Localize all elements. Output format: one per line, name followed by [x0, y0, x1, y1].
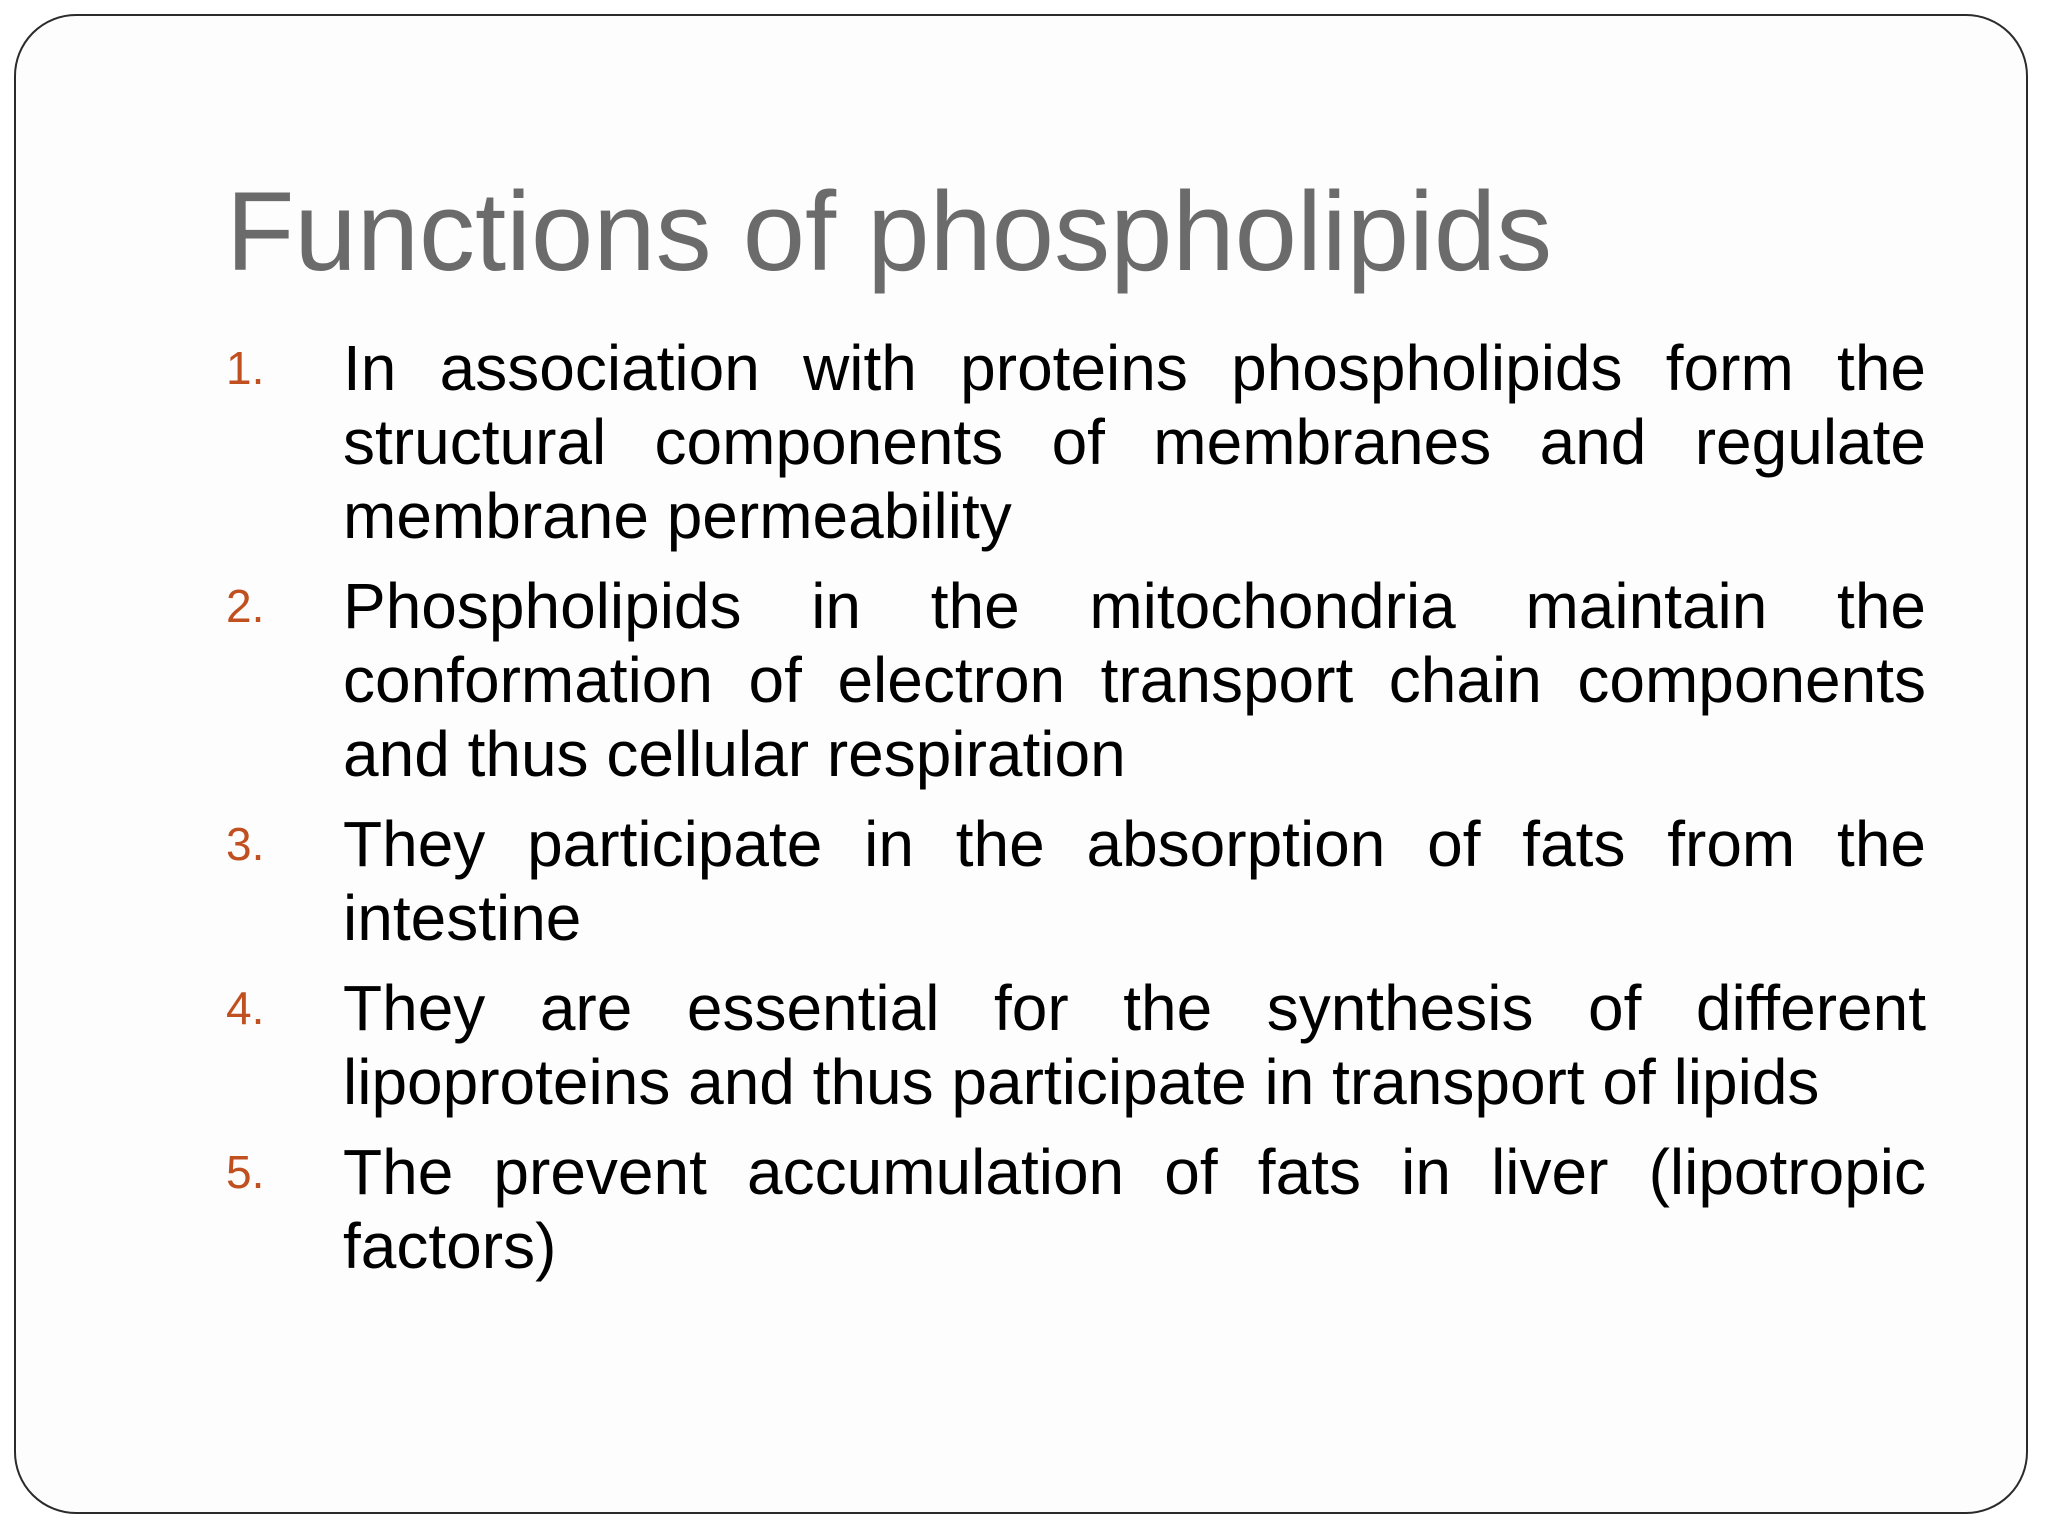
list-item-text: The prevent accumulation of fats in liver (lipotropic factors) [343, 1136, 1926, 1282]
list-item-4 [226, 971, 1926, 1119]
list-item-number: 5. [226, 1146, 265, 1198]
list-item-text: They are essential for the synthesis of different lipoproteins and thus participate in transport of lipids [343, 972, 1926, 1118]
slide-title: Functions of phospholipids [226, 169, 1553, 294]
list-item-text: Phospholipids in the mitochondria maintain the conformation of electron transport chain components and thus cellular respiration [343, 570, 1926, 790]
list-item-1 [226, 331, 1926, 553]
list-item-5 [226, 1135, 1926, 1283]
list-item-number: 3. [226, 818, 265, 870]
list-item-number: 1. [226, 342, 265, 394]
list-item-text: They participate in the absorption of fats from the intestine [343, 808, 1926, 954]
list-item-2 [226, 569, 1926, 791]
list-item-number: 2. [226, 580, 265, 632]
list-item-3 [226, 807, 1926, 955]
list-item-number: 4. [226, 982, 265, 1034]
list-item-text: In association with proteins phospholipids form the structural components of membranes and regulate membrane permeability [343, 332, 1926, 552]
functions-list [226, 331, 1926, 1299]
